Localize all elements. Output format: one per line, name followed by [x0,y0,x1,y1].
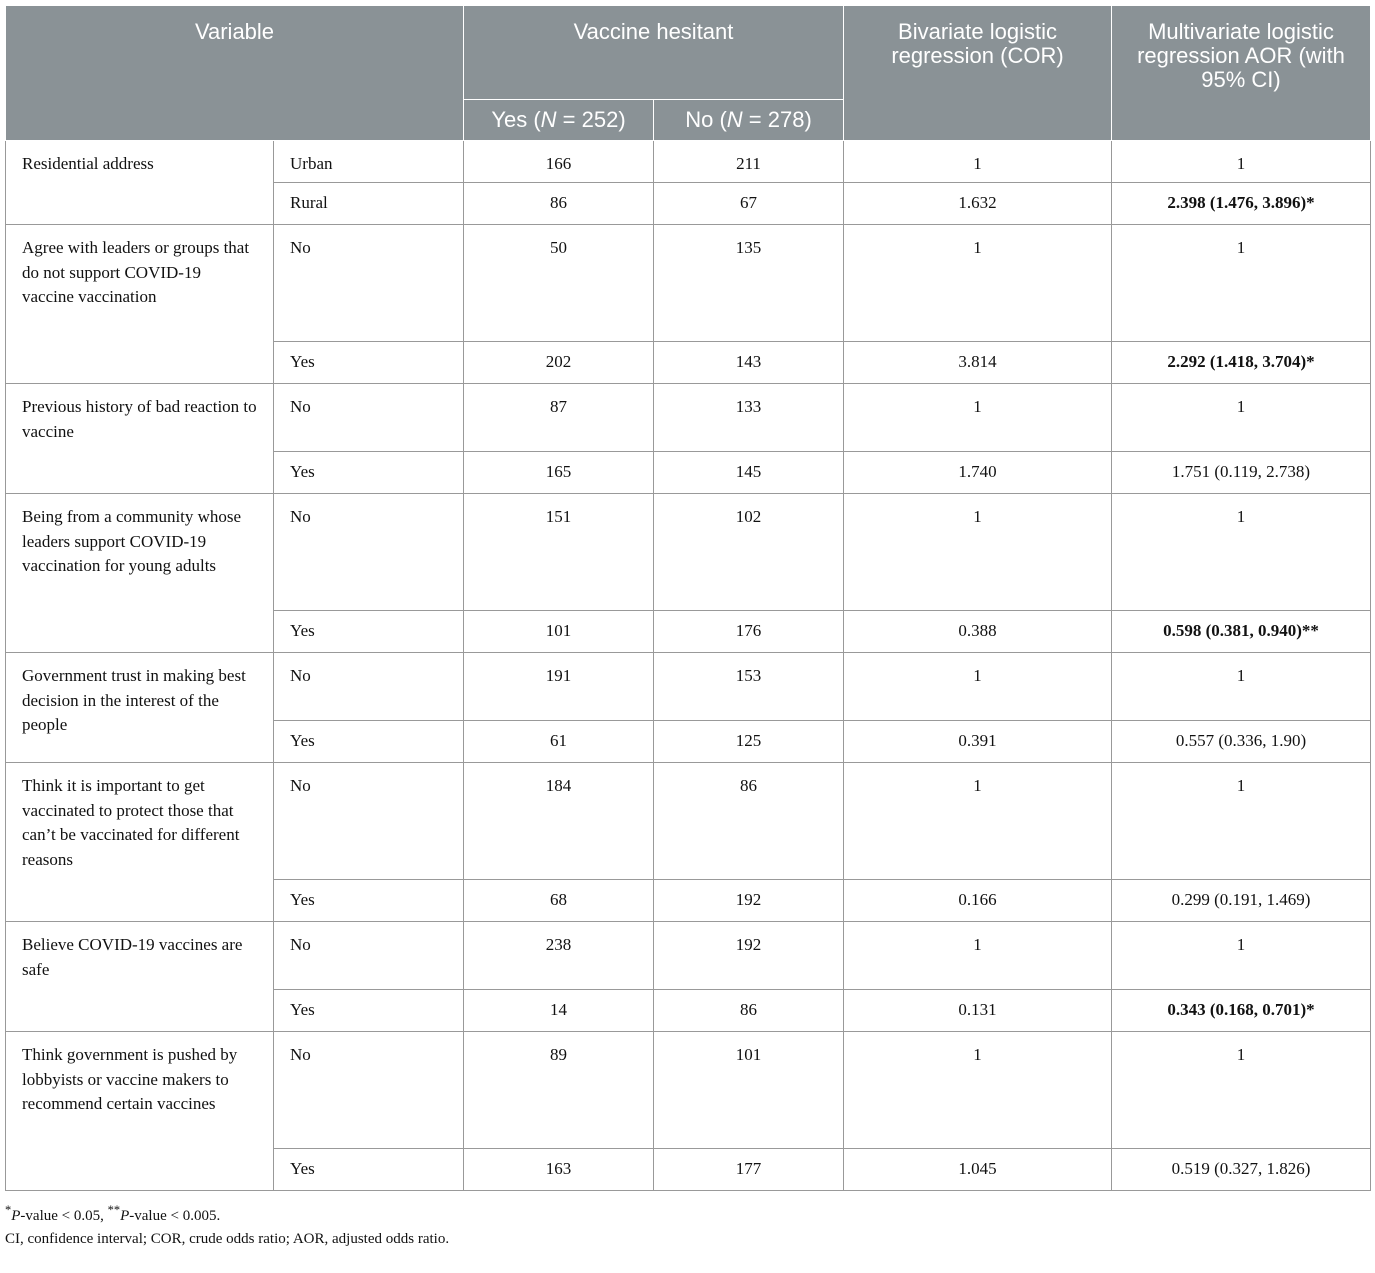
level-cell: Yes [274,342,464,384]
cor-cell: 1 [844,141,1112,183]
yes-count-cell: 191 [464,653,654,721]
level-cell: No [274,494,464,611]
no-count-cell: 86 [654,763,844,880]
cor-cell: 1 [844,1032,1112,1149]
variable-name-cell: Government trust in making best decision in the interest of the people [6,653,274,763]
header-yes-label: Yes ( [491,107,541,132]
table-footnote [5,1199,1370,1251]
yes-count-cell: 238 [464,922,654,990]
no-count-cell: 145 [654,452,844,494]
variable-name-cell: Believe COVID-19 vaccines are safe [6,922,274,1032]
level-cell: No [274,653,464,721]
no-count-cell: 143 [654,342,844,384]
no-count-cell: 133 [654,384,844,452]
variable-name-cell: Previous history of bad reaction to vaccine [6,384,274,494]
table-body [6,141,1371,1191]
level-cell: Yes [274,611,464,653]
no-count-cell: 101 [654,1032,844,1149]
yes-count-cell: 165 [464,452,654,494]
level-cell: Rural [274,183,464,225]
variable-name-cell: Being from a community whose leaders support COVID-19 vaccination for young adults [6,494,274,653]
no-count-cell: 176 [654,611,844,653]
cor-cell: 0.131 [844,990,1112,1032]
table-row [6,763,1371,880]
yes-count-cell: 101 [464,611,654,653]
variable-name-cell: Think government is pushed by lobbyists or vaccine makers to recommend certain vaccines [6,1032,274,1191]
no-count-cell: 125 [654,721,844,763]
footnote-star1: * [5,1203,12,1217]
level-cell: Yes [274,452,464,494]
aor-cell: 2.292 (1.418, 3.704)* [1112,342,1371,384]
aor-cell: 1 [1112,922,1371,990]
aor-cell: 1 [1112,1032,1371,1149]
no-count-cell: 192 [654,880,844,922]
aor-cell: 0.519 (0.327, 1.826) [1112,1149,1371,1191]
footnote-t1: -value < 0.05, [20,1208,108,1224]
no-count-cell: 192 [654,922,844,990]
level-cell: No [274,225,464,342]
header-no-n: N [726,107,743,132]
no-count-cell: 135 [654,225,844,342]
header-yes [464,100,654,141]
yes-count-cell: 202 [464,342,654,384]
header-no [654,100,844,141]
header-no-count: = 278) [742,107,812,132]
aor-cell: 1 [1112,384,1371,452]
aor-cell: 0.299 (0.191, 1.469) [1112,880,1371,922]
table-row [6,494,1371,611]
variable-name-cell: Agree with leaders or groups that do not support COVID-19 vaccine vaccination [6,225,274,384]
aor-cell: 0.343 (0.168, 0.701)* [1112,990,1371,1032]
footnote-p2: P [120,1208,130,1224]
footnote-pvalues [5,1199,1370,1228]
aor-cell: 1 [1112,141,1371,183]
yes-count-cell: 14 [464,990,654,1032]
cor-cell: 3.814 [844,342,1112,384]
variable-name-cell: Think it is important to get vaccinated to protect those that can’t be vaccinated for different reasons [6,763,274,922]
aor-cell: 0.598 (0.381, 0.940)** [1112,611,1371,653]
yes-count-cell: 87 [464,384,654,452]
no-count-cell: 211 [654,141,844,183]
aor-cell: 0.557 (0.336, 1.90) [1112,721,1371,763]
table-row [6,384,1371,452]
variable-name-cell: Residential address [6,141,274,225]
header-no-label: No ( [685,107,727,132]
footnote-t2: -value < 0.005. [129,1208,221,1224]
level-cell: No [274,1032,464,1149]
yes-count-cell: 50 [464,225,654,342]
yes-count-cell: 166 [464,141,654,183]
table-row [6,225,1371,342]
header-vaccine-hesitant: Vaccine hesitant [464,6,844,100]
results-table-container [5,5,1370,1251]
table-header [6,6,1371,141]
results-table [5,5,1371,1191]
level-cell: No [274,763,464,880]
cor-cell: 0.391 [844,721,1112,763]
aor-cell: 2.398 (1.476, 3.896)* [1112,183,1371,225]
table-row [6,141,1371,183]
cor-cell: 0.388 [844,611,1112,653]
cor-cell: 1 [844,653,1112,721]
level-cell: Yes [274,1149,464,1191]
aor-cell: 1 [1112,494,1371,611]
cor-cell: 1.632 [844,183,1112,225]
header-bivariate: Bivariate logistic regression (COR) [844,6,1112,141]
aor-cell: 1 [1112,763,1371,880]
yes-count-cell: 86 [464,183,654,225]
yes-count-cell: 68 [464,880,654,922]
cor-cell: 1 [844,922,1112,990]
aor-cell: 1 [1112,653,1371,721]
cor-cell: 0.166 [844,880,1112,922]
no-count-cell: 102 [654,494,844,611]
cor-cell: 1.045 [844,1149,1112,1191]
level-cell: Yes [274,880,464,922]
aor-cell: 1.751 (0.119, 2.738) [1112,452,1371,494]
no-count-cell: 86 [654,990,844,1032]
cor-cell: 1 [844,763,1112,880]
cor-cell: 1 [844,225,1112,342]
footnote-star2: ** [107,1203,121,1217]
yes-count-cell: 151 [464,494,654,611]
table-row [6,922,1371,990]
header-yes-n: N [540,107,557,132]
footnote-abbreviations: CI, confidence interval; COR, crude odds ratio; AOR, adjusted odds ratio. [5,1231,450,1247]
no-count-cell: 67 [654,183,844,225]
table-row [6,1032,1371,1149]
header-variable: Variable [6,6,464,141]
level-cell: No [274,922,464,990]
level-cell: No [274,384,464,452]
level-cell: Urban [274,141,464,183]
cor-cell: 1 [844,494,1112,611]
level-cell: Yes [274,990,464,1032]
aor-cell: 1 [1112,225,1371,342]
header-yes-count: = 252) [556,107,626,132]
no-count-cell: 153 [654,653,844,721]
cor-cell: 1.740 [844,452,1112,494]
yes-count-cell: 163 [464,1149,654,1191]
no-count-cell: 177 [654,1149,844,1191]
header-multivariate: Multivariate logistic regression AOR (with 95% CI) [1112,6,1371,141]
yes-count-cell: 61 [464,721,654,763]
cor-cell: 1 [844,384,1112,452]
yes-count-cell: 184 [464,763,654,880]
level-cell: Yes [274,721,464,763]
footnote-p1: P [11,1208,21,1224]
yes-count-cell: 89 [464,1032,654,1149]
table-row [6,653,1371,721]
